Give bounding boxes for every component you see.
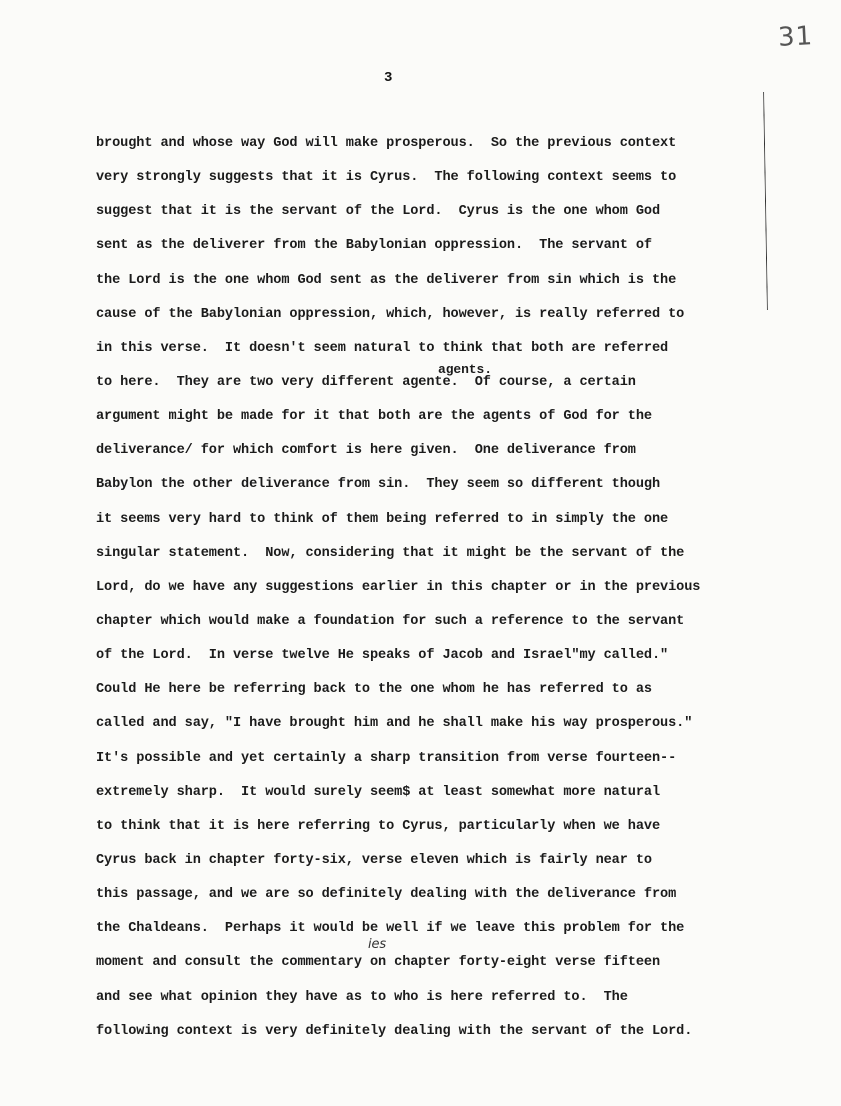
text-line: to think that it is here referring to Cyrus, particularly when we have — [96, 818, 661, 834]
margin-line-mark — [763, 92, 771, 310]
text-line: following context is very definitely dealing with the servant of the Lord. — [96, 1023, 693, 1039]
text-line: Could He here be referring back to the one whom he has referred to as — [96, 682, 652, 698]
text-line: Babylon the other deliverance from sin. They seem so different though — [96, 477, 661, 493]
text-line: the Lord is the one whom God sent as the deliverer from sin which is the — [96, 272, 677, 288]
text-line: deliverance/ for which comfort is here given. One deliverance from — [96, 443, 636, 459]
text-line: and see what opinion they have as to who is here referred to. The — [96, 989, 628, 1005]
text-line: called and say, "I have brought him and he shall make his way prosperous." — [96, 716, 693, 732]
text-line: very strongly suggests that it is Cyrus. The following context seems to — [96, 170, 677, 186]
text-line: it seems very hard to think of them being referred to in simply the one — [96, 511, 669, 527]
text-line: brought and whose way God will make prosperous. So the previous context — [96, 136, 677, 151]
text-line: sent as the deliverer from the Babylonian oppression. The servant of — [96, 238, 652, 254]
page-number: 3 — [384, 70, 393, 86]
handwritten-page-number: 31 — [777, 21, 814, 53]
handwritten-insertion: ies — [368, 937, 387, 953]
body-text — [96, 131, 746, 1053]
text-line: this passage, and we are so definitely dealing with the deliverance from — [96, 887, 677, 903]
text-line: singular statement. Now, considering that it might be the servant of the — [96, 545, 685, 561]
text-line: extremely sharp. It would surely seem$ at least somewhat more natural — [96, 784, 661, 800]
text-line: argument might be made for it that both are the agents of God for the — [96, 409, 652, 425]
text-line-wrapper — [96, 937, 746, 984]
text-line: moment and consult the commentary on chapter forty-eight verse fifteen — [96, 955, 661, 971]
text-line: of the Lord. In verse twelve He speaks of Jacob and Israel"my called." — [96, 648, 669, 664]
text-line: chapter which would make a foundation for such a reference to the servant — [96, 613, 685, 629]
text-line: cause of the Babylonian oppression, which, however, is really referred to — [96, 306, 685, 322]
text-line: in this verse. It doesn't seem natural to think that both are referred — [96, 340, 669, 356]
interlinear-insertion: agents. — [438, 361, 492, 377]
text-line: It's possible and yet certainly a sharp transition from verse fourteen-- — [96, 750, 677, 766]
text-line: Cyrus back in chapter forty-six, verse eleven which is fairly near to — [96, 852, 652, 868]
text-line: to here. They are two very different agente. Of course, a certain — [96, 374, 636, 390]
text-line: suggest that it is the servant of the Lord. Cyrus is the one whom God — [96, 204, 661, 220]
text-line: the Chaldeans. Perhaps it would be well if we leave this problem for the — [96, 921, 685, 937]
text-line: Lord, do we have any suggestions earlier in this chapter or in the previous — [96, 579, 701, 595]
text-line-wrapper — [96, 361, 746, 404]
